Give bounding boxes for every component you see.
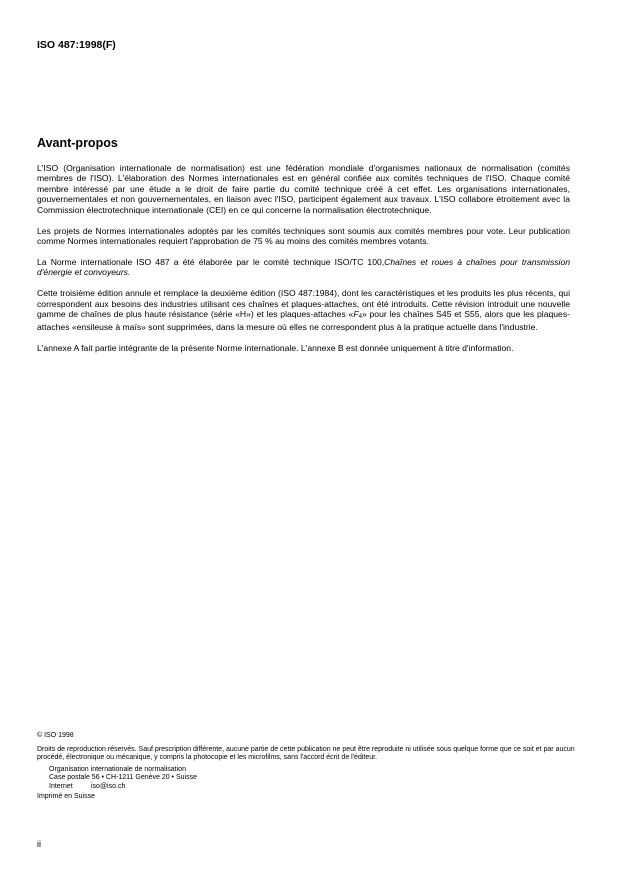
attachment-subscript: 4 [358, 313, 362, 320]
edition-text-end: » pour les chaînes S45 et S55, alors que les plaques-attaches «ensileuse à maïs» sont supprimées, dans la mesure où elles ne correspondent plus à la pratique actuelle dans l'industrie. [37, 308, 570, 333]
internet-line [37, 783, 577, 792]
org-name: Organisation internationale de normalisation [49, 765, 186, 773]
paragraph-iso-intro: L'ISO (Organisation internationale de normalisation) est une fédération mondiale d'organismes nationaux de normalisation (comités membres de l'ISO). L'élaboration des Normes internationales est en général confiée aux comités techniques de l'ISO. Chaque comité membre intéressé par une étude a le droit de faire partie du comité technique créé à cet effet. Les organisations internationales, gouvernementales et non gouvernementales, en liaison avec l'ISO, participent également aux travaux. L'ISO collabore étroitement avec la Commission électrotechnique internationale (CEI) en ce qui concerne la normalisation électrotechnique. [37, 163, 570, 215]
internet-email-link[interactable]: iso@iso.ch [91, 782, 126, 790]
paragraph-voting: Les projets de Normes internationales adoptés par les comités techniques sont soumis aux comités membres pour vote. Leur publication comme Normes internationales requiert l'approbation de 75 % au moins des comités membres votants. [37, 225, 570, 246]
committee-text: La Norme internationale ISO 487 a été élaborée par le comité technique ISO/TC 100, [37, 256, 385, 267]
paragraph-edition [37, 288, 570, 333]
printed-in: Imprimé en Suisse [37, 792, 95, 800]
copyright-footer [37, 732, 577, 801]
section-title: Avant-propos [37, 136, 118, 150]
copyright-line: © ISO 1998 [37, 732, 74, 739]
attachment-symbol: F [353, 308, 359, 319]
committee-title: Chaînes et roues à chaînes pour transmission d'énergie et convoyeurs. [37, 256, 571, 278]
internet-label: Internet [49, 782, 73, 790]
paragraph-committee [37, 257, 570, 278]
page-number: ii [37, 839, 41, 849]
foreword-body [37, 163, 570, 364]
rights-notice: Droits de reproduction réservés. Sauf prescription différente, aucune partie de cette publication ne peut être reproduite ni utilisée sous quelque forme que ce soit et par aucun procédé, électronique ou mécanique, y compris la photocopie et les microfilms, sans l'accord écrit de l'éditeur. [37, 745, 575, 762]
postal-address: Case postale 56 • CH-1211 Genève 20 • Suisse [49, 774, 197, 782]
paragraph-annexes: L'annexe A fait partie intégrante de la présente Norme internationale. L'annexe B est donnée uniquement à titre d'information. [37, 343, 514, 354]
document-id-header: ISO 487:1998(F) [37, 39, 116, 51]
edition-text-start: Cette troisième édition annule et remplace la deuxième édition (ISO 487:1984), dont les caractéristiques et les produits les plus récents, qui correspondent aux besoins des industries utilisant ces chaînes et plaques-attaches, ont été introduits. Cette révision introduit une nouvelle gamme de chaînes de plus haute résistance (série «H») et les plaques-attaches « [37, 288, 570, 319]
